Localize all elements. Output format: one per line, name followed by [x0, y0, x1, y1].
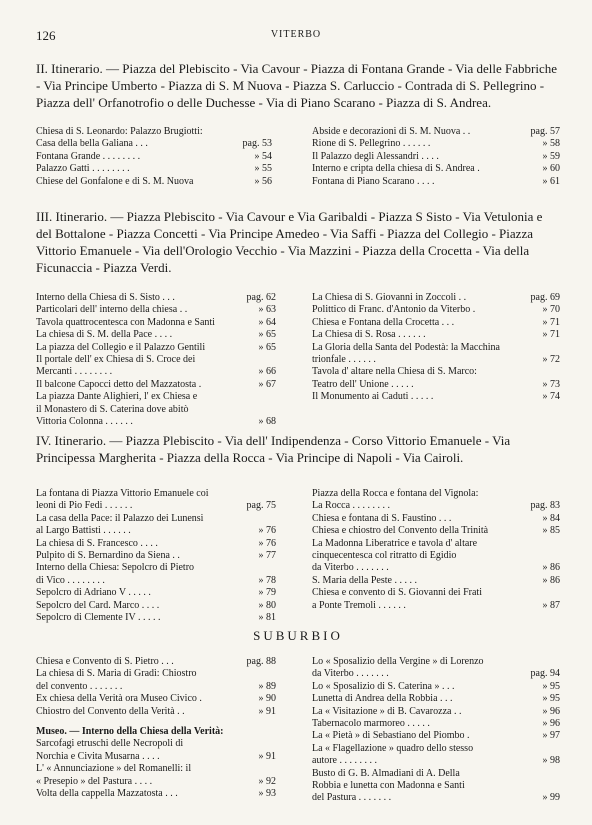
- plate-title: Robbia e lunetta con Madonna e Santi: [312, 780, 465, 792]
- plate-title: Chiesa e chiostro del Convento della Trinità: [312, 525, 489, 537]
- plate-title: Polittico di Franc. d'Antonio da Viterbo .: [312, 304, 476, 316]
- page-ref: pag. 75: [246, 500, 276, 512]
- plate-title: Tavola d' altare nella Chiesa di S. Marco:: [312, 366, 477, 378]
- plate-title: La piazza Dante Alighieri, l' ex Chiesa e: [36, 391, 198, 403]
- plate-entry: [312, 768, 560, 780]
- plate-title: Il Monumento ai Caduti . . . . .: [312, 391, 434, 403]
- plate-entry: [36, 668, 276, 680]
- plate-entry: [312, 575, 560, 587]
- plate-title: La Chiesa di S. Giovanni in Zoccoli . .: [312, 292, 467, 303]
- plate-entry: [312, 600, 560, 612]
- page-ref: » 90: [258, 693, 276, 705]
- plate-title: Tabernacolo marmoreo . . . . .: [312, 718, 430, 730]
- plate-title: Chiesa di S. Leonardo: Palazzo Brugiotti:: [36, 126, 203, 137]
- plate-title: Vittoria Colonna . . . . . .: [36, 416, 133, 428]
- page-ref: » 96: [542, 718, 560, 730]
- plate-entry: [312, 525, 560, 537]
- page-ref: » 65: [258, 341, 276, 353]
- plate-entry: [36, 163, 272, 175]
- page-ref: » 71: [542, 329, 560, 341]
- plate-entry: [36, 718, 276, 726]
- page-ref: pag. 62: [246, 292, 276, 303]
- plate-list-right: [312, 126, 560, 188]
- page-ref: » 87: [542, 599, 560, 611]
- page-ref: » 93: [258, 788, 276, 800]
- plate-entry: [312, 488, 560, 500]
- plate-title: Sepolcro del Card. Marco . . . .: [36, 599, 160, 611]
- page-ref: » 79: [258, 587, 276, 599]
- plate-entry: [312, 163, 560, 175]
- plate-entry: [312, 379, 560, 391]
- plate-entry: [36, 151, 272, 163]
- plate-entry: [36, 317, 276, 329]
- plate-entry: [36, 292, 276, 304]
- plate-entry: [312, 587, 560, 599]
- plate-title: di Vico . . . . . . . .: [36, 574, 105, 586]
- plate-entry: [312, 391, 560, 403]
- itinerary-iii: [36, 208, 560, 428]
- page-ref: » 64: [258, 316, 276, 328]
- plate-title: La « Visitazione » di B. Cavarozza . .: [312, 705, 462, 717]
- plate-entry: [36, 342, 276, 354]
- plate-title: Casa della bella Galiana . . .: [36, 138, 148, 150]
- plate-entry: [312, 681, 560, 693]
- plate-entry: [312, 792, 560, 804]
- page-ref: » 68: [258, 416, 276, 428]
- plate-entry: [36, 366, 276, 378]
- plate-title: Palazzo Gatti . . . . . . . .: [36, 163, 130, 175]
- plate-entry: [312, 500, 560, 512]
- page-ref: » 98: [542, 755, 560, 767]
- plate-entry: [312, 538, 560, 550]
- plate-entry: [312, 755, 560, 767]
- page-ref: » 96: [542, 705, 560, 717]
- page-ref: » 85: [542, 525, 560, 537]
- plate-entry: [36, 738, 276, 750]
- page-ref: pag. 69: [530, 292, 560, 303]
- plate-entry: [36, 525, 276, 537]
- plate-title: Sarcofagi etruschi delle Necropoli di: [36, 738, 184, 750]
- plate-title: Abside e decorazioni di S. M. Nuova . .: [312, 126, 471, 137]
- page-ref: » 97: [542, 730, 560, 742]
- plate-entry: [36, 656, 276, 668]
- page-ref: » 76: [258, 537, 276, 549]
- plate-entry: [36, 693, 276, 705]
- plate-entry: [36, 391, 276, 403]
- plate-title: del Pastura . . . . . . .: [312, 792, 392, 804]
- route-description: II. Itinerario. — Piazza del Plebiscito - Via Cavour - Piazza di Fontana Grande - Via delle Fabbriche - Via Principe Umberto - Piazza di S. M Nuova - Piazza S. Carluccio - Contrada di S. Pellegrino - Piazza dell' Orfanotrofio o delle Duchesse - Via di Piano Scarano - Piazza di S. Andrea.: [36, 61, 558, 110]
- plate-entry: [312, 304, 560, 316]
- plate-entry: [36, 126, 272, 138]
- plate-entry: [312, 126, 560, 138]
- page-ref: » 70: [542, 304, 560, 316]
- plate-title: La Madonna Liberatrice e tavola d' altare: [312, 537, 478, 549]
- plate-title: Pulpito di S. Bernardino da Siena . .: [36, 550, 180, 562]
- plate-title: La casa della Pace: il Palazzo dei Lunensi: [36, 512, 204, 524]
- plate-title: La chiesa di S. Maria di Gradi: Chiostro: [36, 668, 197, 680]
- plate-entry: [36, 763, 276, 775]
- plate-title: L' « Annunciazione » del Romanelli: il: [36, 763, 192, 775]
- plate-title: La Chiesa di S. Rosa . . . . . .: [312, 329, 426, 341]
- running-header: [36, 28, 556, 44]
- page-ref: pag. 53: [242, 138, 272, 150]
- plate-title: Rione di S. Pellegrino . . . . . .: [312, 138, 431, 150]
- plate-entry: [36, 726, 276, 738]
- page-ref: » 66: [258, 366, 276, 378]
- route-description: III. Itinerario. — Piazza Plebiscito - Via Cavour e Via Garibaldi - Piazza S Sisto - Via Vetulonia e del Bottalone - Piazza Concetti - Via Principe Amedeo - Via Saffi - Piazza del Collegio - Piazza Vittorio Emanuele - Via dell'Orologio Vecchio - Via Mazzini - Piazza della Crocetta - Via della Ficunaccia - Piazza Verdi.: [36, 209, 543, 275]
- plate-entry: [36, 138, 272, 150]
- plate-title: La Rocca . . . . . . . .: [312, 500, 391, 512]
- plate-entry: [312, 706, 560, 718]
- plate-title: Chiesa e fontana di S. Faustino . . .: [312, 512, 452, 524]
- plate-entry: [312, 138, 560, 150]
- plate-title: Lo « Sposalizio di S. Caterina » . . .: [312, 680, 455, 692]
- page-ref: » 91: [258, 750, 276, 762]
- page-ref: » 91: [258, 705, 276, 717]
- plate-entry: [36, 304, 276, 316]
- plate-title: Interno della Chiesa di S. Sisto . . .: [36, 292, 175, 303]
- plate-title: Fontana di Piano Scarano . . . .: [312, 175, 435, 187]
- plate-title: al Largo Battisti . . . . . .: [36, 525, 131, 537]
- page-ref: » 81: [258, 612, 276, 624]
- plate-title: Teatro dell' Unione . . . . .: [312, 378, 414, 390]
- page-ref: pag. 57: [530, 126, 560, 137]
- page-ref: » 76: [258, 525, 276, 537]
- page-ref: pag. 83: [530, 500, 560, 512]
- plate-entry: [36, 681, 276, 693]
- plate-list-right: [312, 292, 560, 404]
- plate-title: Il Palazzo degli Alessandri . . . .: [312, 150, 439, 162]
- page-ref: » 60: [542, 163, 560, 175]
- page-ref: » 63: [258, 304, 276, 316]
- plate-entry: [312, 718, 560, 730]
- plate-entry: [36, 562, 276, 574]
- page-ref: » 89: [258, 680, 276, 692]
- plate-title: Lo « Sposalizio della Vergine » di Lorenzo: [312, 656, 484, 667]
- plate-title: Chiese del Gonfalone e di S. M. Nuova: [36, 175, 194, 187]
- page-ref: pag. 94: [530, 668, 560, 680]
- itinerary-ii: [36, 60, 560, 187]
- plate-title: Interno e cripta della chiesa di S. Andrea .: [312, 163, 480, 175]
- plate-entry: [312, 366, 560, 378]
- plate-entry: [36, 587, 276, 599]
- page-ref: » 72: [542, 354, 560, 366]
- plate-entry: [312, 176, 560, 188]
- plate-entry: [312, 562, 560, 574]
- plate-title: Ex chiesa della Verità ora Museo Civico .: [36, 693, 202, 705]
- page-ref: » 92: [258, 775, 276, 787]
- plate-title: Sepolcro di Clemente IV . . . . .: [36, 612, 161, 624]
- plate-title: La « Pietà » di Sebastiano del Piombo .: [312, 730, 470, 742]
- plate-title: autore . . . . . . . .: [312, 755, 377, 767]
- route-description: IV. Itinerario. — Piazza Plebiscito - Via dell' Indipendenza - Corso Vittorio Emanuele - Via Principessa Margherita - Piazza della Rocca - Via Principe di Napoli - Via Cairoli.: [36, 433, 511, 465]
- plate-title: La chiesa di S. M. della Pace . . . .: [36, 329, 173, 341]
- plate-title: Interno della Chiesa: Sepolcro di Pietro: [36, 562, 195, 574]
- plate-entry: [312, 292, 560, 304]
- plate-title: Fontana Grande . . . . . . . .: [36, 150, 141, 162]
- plate-title: La chiesa di S. Francesco . . . .: [36, 537, 158, 549]
- plate-title: Busto di G. B. Almadiani di A. Della: [312, 767, 460, 779]
- plate-title: Norchia e Civita Musarna . . . .: [36, 750, 160, 762]
- plate-title: La Gloria della Santa del Podestà: la Macchina trionfale . . . . . .: [312, 341, 500, 366]
- plate-title: S. Maria della Peste . . . . .: [312, 574, 417, 586]
- plate-entry: [312, 151, 560, 163]
- plate-title: Volta della cappella Mazzatosta . . .: [36, 788, 178, 800]
- plate-entry: [312, 668, 560, 680]
- suburbio-heading: SUBURBIO: [253, 628, 343, 643]
- plate-title: da Viterbo . . . . . . .: [312, 668, 389, 680]
- page-ref: » 71: [542, 316, 560, 328]
- plate-title: leoni di Pio Fedi . . . . . .: [36, 500, 133, 512]
- page-ref: » 86: [542, 562, 560, 574]
- plate-list-left: [36, 292, 276, 428]
- plate-entry: [312, 342, 560, 367]
- plate-entry: [312, 317, 560, 329]
- plate-title: Chiesa e convento di S. Giovanni dei Frati: [312, 587, 482, 599]
- plate-entry: [36, 513, 276, 525]
- plate-title: Il portale dell' ex Chiesa di S. Croce dei: [36, 354, 196, 366]
- plate-entry: [312, 743, 560, 755]
- plate-title: Lunetta di Andrea della Robbia . . .: [312, 693, 453, 705]
- plate-entry: [36, 500, 276, 512]
- page-ref: pag. 88: [246, 656, 276, 667]
- page-ref: » 74: [542, 391, 560, 403]
- page-ref: » 58: [542, 138, 560, 150]
- plate-entry: [36, 612, 276, 624]
- plate-title: Sepolcro di Adriano V . . . . .: [36, 587, 151, 599]
- page-ref: » 99: [542, 792, 560, 804]
- plate-entry: [312, 780, 560, 792]
- page-ref: » 80: [258, 599, 276, 611]
- page-ref: » 55: [254, 163, 272, 175]
- plate-entry: [312, 656, 560, 668]
- plate-entry: [36, 776, 276, 788]
- plate-entry: [312, 693, 560, 705]
- plate-title: Museo. — Interno della Chiesa della Verità:: [36, 726, 224, 738]
- page-ref: » 56: [254, 175, 272, 187]
- page-ref: » 86: [542, 574, 560, 586]
- plate-title: « Presepio » del Pastura . . . .: [36, 775, 153, 787]
- plate-list-left: [36, 126, 272, 188]
- plate-entry: [312, 550, 560, 562]
- plate-title: Particolari dell' interno della chiesa . .: [36, 304, 188, 316]
- page-ref: » 78: [258, 574, 276, 586]
- plate-title: La piazza del Collegio e il Palazzo Gentili: [36, 341, 206, 353]
- plate-title: da Viterbo . . . . . . .: [312, 562, 389, 574]
- plate-title: cinquecentesca col ritratto di Egidio: [312, 550, 457, 562]
- page-ref: » 95: [542, 693, 560, 705]
- plate-entry: [36, 488, 276, 500]
- plate-list-right: [312, 656, 560, 805]
- plate-title: Tavola quattrocentesca con Madonna e Santi: [36, 316, 215, 328]
- page-ref: » 77: [258, 550, 276, 562]
- plate-title: La fontana di Piazza Vittorio Emanuele coi: [36, 488, 209, 499]
- plate-title: il Monastero di S. Caterina dove abitò: [36, 403, 189, 415]
- plate-entry: [36, 354, 276, 366]
- plate-title: del convento . . . . . . .: [36, 680, 123, 692]
- page-ref: » 61: [542, 175, 560, 187]
- page-number: 126: [36, 28, 56, 43]
- plate-entry: [36, 379, 276, 391]
- plate-entry: [36, 416, 276, 428]
- plate-title: Chiesa e Convento di S. Pietro . . .: [36, 656, 174, 667]
- page-ref: » 54: [254, 150, 272, 162]
- page-ref: » 84: [542, 512, 560, 524]
- page-ref: » 95: [542, 680, 560, 692]
- plate-entry: [312, 730, 560, 742]
- plate-title: a Ponte Tremoli . . . . . .: [312, 599, 406, 611]
- page-ref: » 67: [258, 378, 276, 390]
- itinerary-iv: [36, 432, 560, 624]
- plate-title: Piazza della Rocca e fontana del Vignola:: [312, 488, 479, 499]
- plate-entry: [36, 550, 276, 562]
- plate-title: Il balcone Capocci detto del Mazzatosta .: [36, 378, 202, 390]
- plate-title: La « Flagellazione » quadro dello stesso: [312, 742, 474, 754]
- page-ref: » 59: [542, 150, 560, 162]
- plate-entry: [36, 751, 276, 763]
- plate-title: Chiesa e Fontana della Crocetta . . .: [312, 316, 455, 328]
- plate-list-right: [312, 488, 560, 612]
- plate-title: Mercanti . . . . . . . .: [36, 366, 113, 378]
- plate-entry: [36, 706, 276, 718]
- plate-list-left: [36, 488, 276, 624]
- plate-entry: [36, 600, 276, 612]
- plate-entry: [36, 329, 276, 341]
- plate-entry: [36, 575, 276, 587]
- plate-entry: [312, 513, 560, 525]
- plate-entry: [312, 329, 560, 341]
- plate-entry: [36, 404, 276, 416]
- plate-entry: [36, 538, 276, 550]
- page-ref: » 65: [258, 329, 276, 341]
- plate-entry: [36, 176, 272, 188]
- page-ref: » 73: [542, 378, 560, 390]
- plate-entry: [36, 788, 276, 800]
- running-title: VITERBO: [270, 29, 322, 40]
- plate-title: Chiostro del Convento della Verità . .: [36, 705, 185, 717]
- plate-list-left: [36, 656, 276, 800]
